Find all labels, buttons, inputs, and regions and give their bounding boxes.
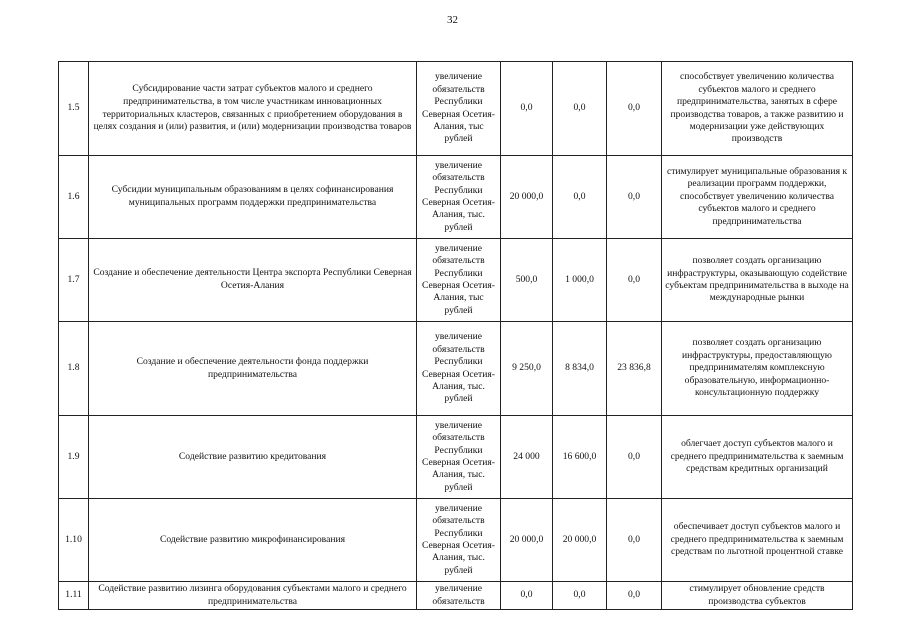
value-year-3: 0,0: [607, 416, 662, 499]
value-year-1: 24 000: [501, 416, 553, 499]
value-year-2: 0,0: [553, 62, 607, 156]
table-row: [59, 322, 853, 416]
row-number: 1.7: [59, 239, 89, 322]
value-year-1: 0,0: [501, 582, 553, 610]
value-year-1: 500,0: [501, 239, 553, 322]
value-year-1: 20 000,0: [501, 156, 553, 239]
row-number: 1.8: [59, 322, 89, 416]
measure-name: Создание и обеспечение деятельности фонда поддержки предпринимательства: [89, 322, 417, 416]
measure-name: Субсидии муниципальным образованиям в целях софинансирования муниципальных программ поддержки предпринимательства: [89, 156, 417, 239]
value-year-3: 0,0: [607, 499, 662, 582]
value-year-2: 8 834,0: [553, 322, 607, 416]
value-year-2: 1 000,0: [553, 239, 607, 322]
measure-name: Содействие развитию кредитования: [89, 416, 417, 499]
indicator-cell: увеличение обязательств Республики Северная Осетия-Алания, тыс рублей: [417, 62, 501, 156]
value-year-1: 20 000,0: [501, 499, 553, 582]
effect-description: обеспечивает доступ субъектов малого и среднего предпринимательства к заемным средствам по льготной процентной ставке: [662, 499, 853, 582]
indicator-cell: увеличение обязательств Республики Северная Осетия-Алания, тыс. рублей: [417, 499, 501, 582]
value-year-3: 0,0: [607, 582, 662, 610]
table-row: [59, 239, 853, 322]
value-year-2: 0,0: [553, 582, 607, 610]
value-year-1: 9 250,0: [501, 322, 553, 416]
value-year-3: 0,0: [607, 156, 662, 239]
value-year-3: 0,0: [607, 239, 662, 322]
measures-table: [58, 61, 853, 610]
value-year-2: 20 000,0: [553, 499, 607, 582]
indicator-cell: увеличение обязательств Республики Северная Осетия-Алания, тыс. рублей: [417, 322, 501, 416]
effect-description: позволяет создать организацию инфраструктуры, предоставляющую предпринимателям комплексную образовательную, информационно-консультационную поддержку: [662, 322, 853, 416]
row-number: 1.10: [59, 499, 89, 582]
row-number: 1.6: [59, 156, 89, 239]
table-row: [59, 582, 853, 610]
table-row: [59, 62, 853, 156]
row-number: 1.9: [59, 416, 89, 499]
table-row: [59, 416, 853, 499]
value-year-2: 0,0: [553, 156, 607, 239]
page-number: 32: [447, 14, 458, 26]
indicator-cell: увеличение обязательств: [417, 582, 501, 610]
value-year-1: 0,0: [501, 62, 553, 156]
measure-name: Создание и обеспечение деятельности Центра экспорта Республики Северная Осетия-Алания: [89, 239, 417, 322]
indicator-cell: увеличение обязательств Республики Северная Осетия-Алания, тыс. рублей: [417, 156, 501, 239]
measure-name: Содействие развитию микрофинансирования: [89, 499, 417, 582]
row-number: 1.5: [59, 62, 89, 156]
indicator-cell: увеличение обязательств Республики Северная Осетия-Алания, тыс. рублей: [417, 416, 501, 499]
measure-name: Субсидирование части затрат субъектов малого и среднего предпринимательства, в том числе участникам инновационных территориальных кластеров, связанных с приобретением оборудования в целях создания и (или) развития, и (или) модернизации производства товаров: [89, 62, 417, 156]
effect-description: стимулирует муниципальные образования к реализации программ поддержки, способствует увеличению количества субъектов малого и среднего предпринимательства: [662, 156, 853, 239]
value-year-2: 16 600,0: [553, 416, 607, 499]
effect-description: стимулирует обновление средств производства субъектов: [662, 582, 853, 610]
value-year-3: 23 836,8: [607, 322, 662, 416]
table-row: [59, 156, 853, 239]
indicator-cell: увеличение обязательств Республики Северная Осетия-Алания, тыс рублей: [417, 239, 501, 322]
value-year-3: 0,0: [607, 62, 662, 156]
table-row: [59, 499, 853, 582]
row-number: 1.11: [59, 582, 89, 610]
effect-description: облегчает доступ субъектов малого и среднего предпринимательства к заемным средствам кредитных организаций: [662, 416, 853, 499]
effect-description: позволяет создать организацию инфраструктуры, оказывающую содействие субъектам предпринимательства в выходе на международные рынки: [662, 239, 853, 322]
effect-description: способствует увеличению количества субъектов малого и среднего предпринимательства, занятых в сфере производства товаров, а также развитию и модернизации уже действующих производств: [662, 62, 853, 156]
measure-name: Содействие развитию лизинга оборудования субъектами малого и среднего предпринимательства: [89, 582, 417, 610]
